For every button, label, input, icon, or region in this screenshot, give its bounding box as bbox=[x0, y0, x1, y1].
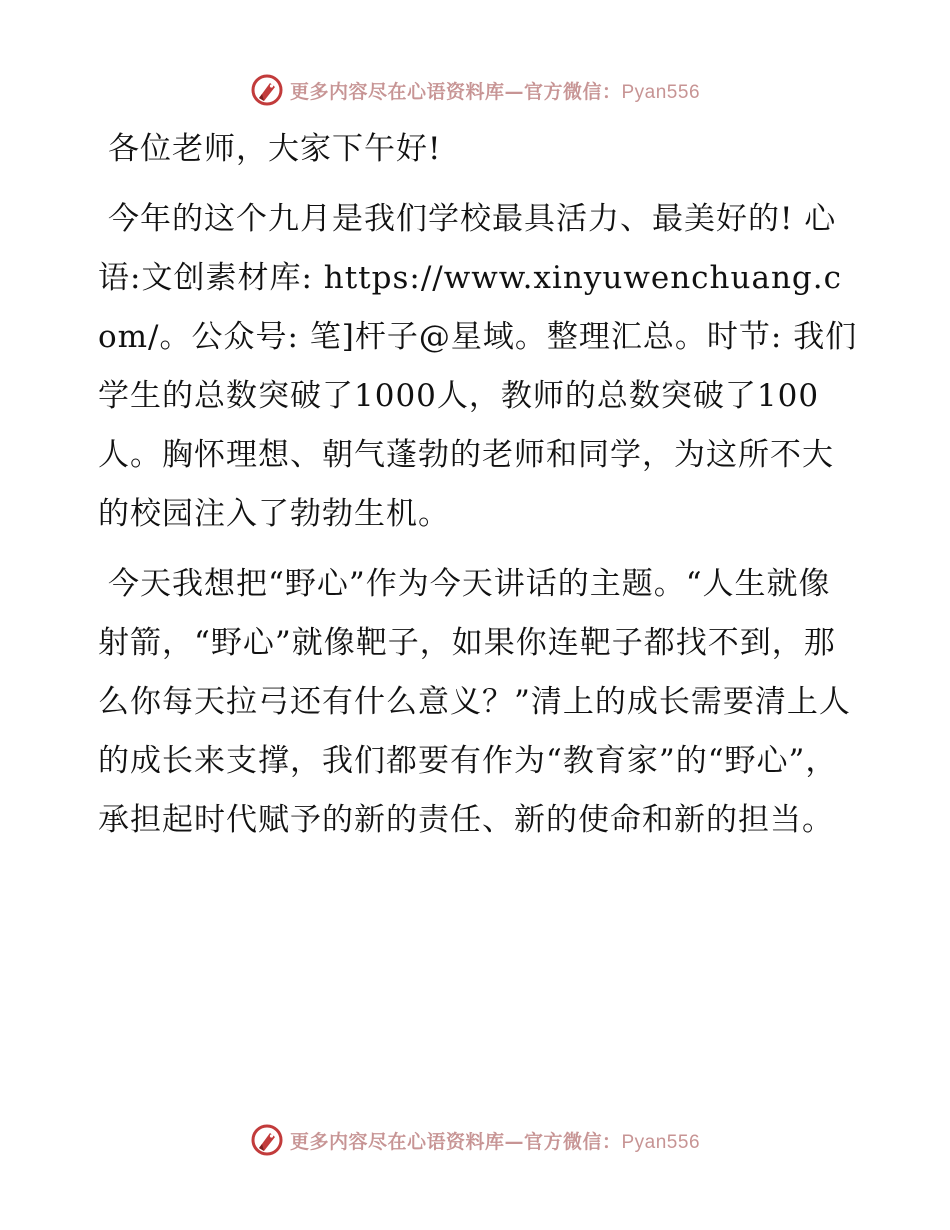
banner-text: 更多内容尽在心语资料库—官方微信：Pyan556 bbox=[289, 80, 701, 103]
greeting-paragraph: 各位老师，大家下午好! bbox=[108, 131, 442, 167]
header-banner bbox=[0, 70, 950, 110]
banner-text: 更多内容尽在心语资料库—官方微信：Pyan556 bbox=[289, 1130, 701, 1153]
body-paragraph: 今年的这个九月是我们学校最具活力、最美好的! 心语:文创素材库: https://www.xinyuwenchuang.com/。公众号: 笔]杆子@星域。整理汇总。时节: 我们学生的总数突破了1000人，教师的总数突破了100人。胸怀理想、朝气蓬勃的老师和同学，为这所不大的校园注入了勃勃生机。 bbox=[98, 201, 858, 532]
document-body bbox=[98, 120, 858, 861]
body-paragraph: 今天我想把“野心”作为今天讲话的主题。“人生就像射箭，“野心”就像靶子，如果你连靶子都找不到，那么你每天拉弓还有什么意义？”清上的成长需要清上人的成长来支撑，我们都要有作为“教育家”的“野心”，承担起时代赋予的新的责任、新的使命和新的担当。 bbox=[98, 566, 851, 838]
pen-nib-logo-icon bbox=[250, 73, 284, 107]
pen-nib-logo-icon bbox=[250, 1123, 284, 1157]
footer-banner bbox=[0, 1120, 950, 1160]
